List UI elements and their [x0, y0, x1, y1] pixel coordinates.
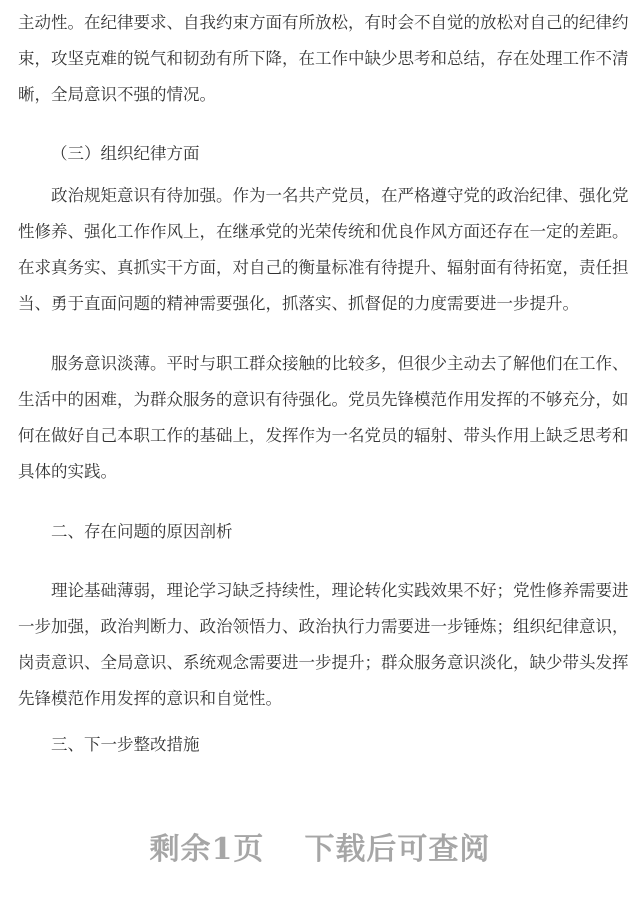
paragraph-line: 主动性。在纪律要求、自我约束方面有所放松，有时会不自觉的放松对自己的纪律约: [18, 13, 629, 32]
paragraph-line: 生活中的困难，为群众服务的意识有待强化。党员先锋模范作用发挥的不够充分，如: [18, 390, 629, 409]
paragraph-line: 束，攻坚克难的锐气和韧劲有所下降，在工作中缺少思考和总结，存在处理工作不清: [18, 49, 629, 68]
paragraph-line: 性修养、强化工作作风上，在继承党的光荣传统和优良作风方面还存在一定的差距。: [18, 222, 629, 241]
paragraph-line: 具体的实践。: [18, 462, 117, 481]
paragraph-line: 晰，全局意识不强的情况。: [18, 85, 216, 104]
paragraph-line: 岗责意识、全局意识、系统观念需要进一步提升；群众服务意识淡化，缺少带头发挥: [18, 653, 629, 672]
section-heading-next-steps: 三、下一步整改措施: [51, 735, 200, 754]
paragraph-line: 何在做好自己本职工作的基础上，发挥作为一名党员的辐射、带头作用上缺乏思考和: [18, 426, 629, 445]
download-to-view-label: 下载后可查阅: [304, 832, 491, 867]
paragraph-line: 政治规矩意识有待加强。作为一名共产党员，在严格遵守党的政治纪律、强化党: [51, 186, 629, 205]
section-heading-organization-discipline: （三）组织纪律方面: [51, 144, 200, 163]
paragraph-line: 当、勇于直面问题的精神需要强化，抓落实、抓督促的力度需要进一步提升。: [18, 294, 579, 313]
paragraph-line: 理论基础薄弱，理论学习缺乏持续性，理论转化实践效果不好；党性修养需要进: [51, 581, 629, 600]
section-heading-cause-analysis: 二、存在问题的原因剖析: [51, 522, 233, 541]
paragraph-line: 先锋模范作用发挥的意识和自觉性。: [18, 689, 282, 708]
paragraph-line: 一步加强，政治判断力、政治领悟力、政治执行力需要进一步锤炼；组织纪律意识，: [18, 617, 629, 636]
paragraph-line: 服务意识淡薄。平时与职工群众接触的比较多，但很少主动去了解他们在工作、: [51, 354, 629, 373]
paragraph-line: 在求真务实、真抓实干方面，对自己的衡量标准有待提升、辐射面有待拓宽，责任担: [18, 258, 629, 277]
remaining-pages-banner[interactable]: [0, 826, 640, 874]
remaining-pages-label: 剩余1页: [149, 832, 265, 867]
